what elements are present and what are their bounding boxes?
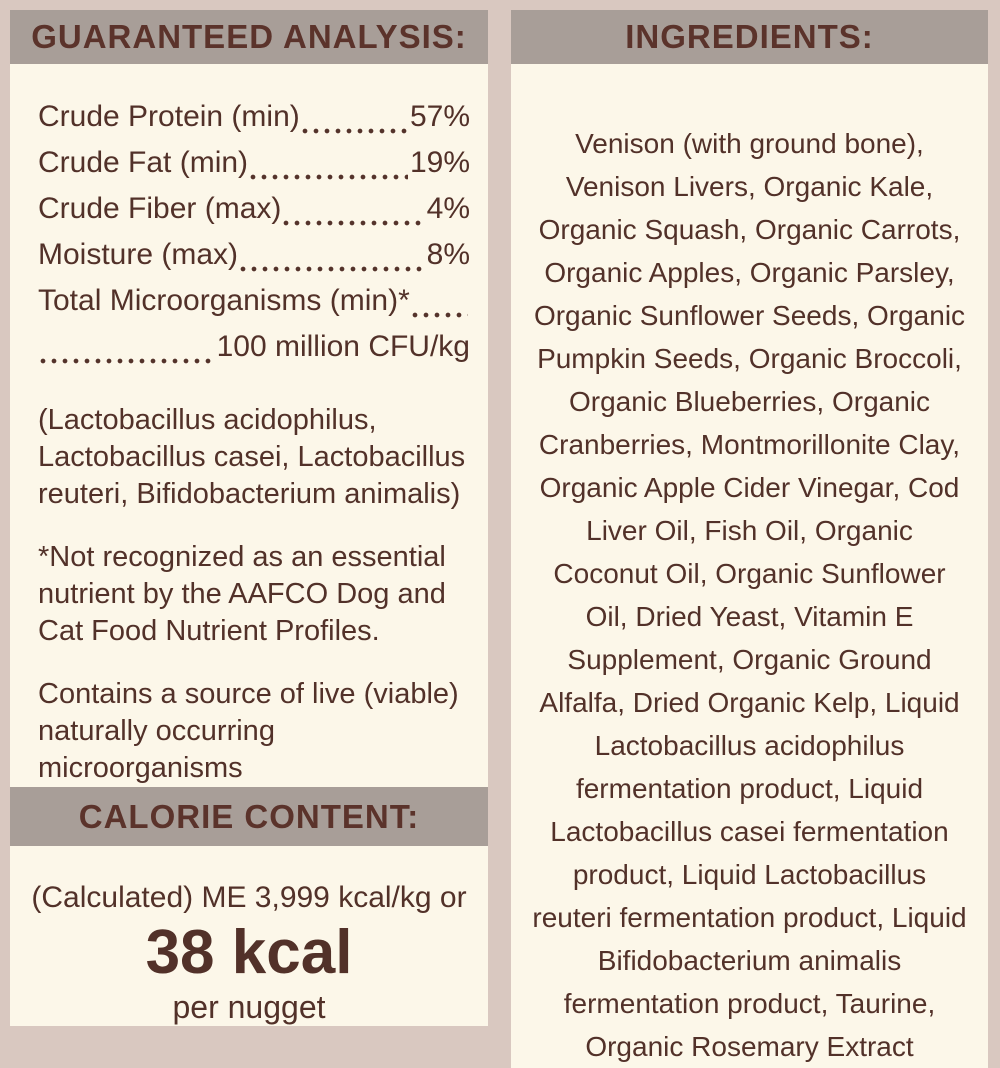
dot-leader [302,128,408,134]
analysis-row-moisture [38,238,470,284]
dot-leader [283,220,424,226]
dot-leader [40,358,215,364]
calorie-content-title: CALORIE CONTENT: [78,797,420,835]
analysis-row-crude-protein [38,100,470,146]
analysis-label: Moisture (max) [38,238,239,271]
ingredients-body [511,64,988,1068]
analysis-row-microorganisms-label [38,284,470,330]
guaranteed-analysis-panel [10,10,488,1025]
analysis-row-crude-fiber [38,192,470,238]
analysis-label: Total Microorganisms (min)* [38,284,410,317]
ingredients-header-bar [511,10,988,64]
dot-leader [250,174,408,180]
calorie-content-body [10,846,488,1026]
analysis-row-crude-fat [38,146,470,192]
analysis-label: Crude Fat (min) [38,146,249,179]
guaranteed-analysis-header-bar [10,10,488,64]
guaranteed-analysis-body [10,64,488,787]
aafco-disclaimer-note: *Not recognized as an essential nutrient by the AAFCO Dog and Cat Food Nutrient Profiles. [38,541,446,647]
analysis-row-microorganisms-value [38,330,470,376]
dot-leader [412,312,468,318]
analysis-label: Crude Fiber (max) [38,192,282,225]
ingredients-title: INGREDIENTS: [625,18,874,55]
dot-leader [240,266,425,272]
analysis-value: 8% [426,238,470,271]
live-microorganisms-note: Contains a source of live (viable) naturally occurring microorganisms [38,678,459,784]
analysis-value: 4% [426,192,470,225]
ingredients-panel [511,10,988,1062]
calorie-per-nugget-value: 38 kcal [145,918,353,987]
analysis-value: 100 million CFU/kg [216,330,470,363]
analysis-value: 19% [409,146,470,179]
calorie-content-header-bar [10,787,488,846]
ingredients-list-text: Venison (with ground bone), Venison Livers, Organic Kale, Organic Squash, Organic Carrots, Organic Apples, Organic Parsley, Organic Sunflower Seeds, Organic Pumpkin Seeds, Organic Broccoli, Organic Blueberries, Organic Cranberries, Montmorillonite Clay, Organic Apple Cider Vinegar, Cod Liver Oil, Fish Oil, Organic Coconut Oil, Organic Sunflower Oil, Dried Yeast, Vitamin E Supplement, Organic Ground Alfalfa, Dried Organic Kelp, Liquid Lactobacillus acidophilus fermentation product, Liquid Lactobacillus casei fermentation product, Liquid Lactobacillus reuteri fermentation product, Liquid Bifidobacterium animalis fermentation product, Taurine, Organic Rosemary Extract [532,128,967,1062]
analysis-value: 57% [409,100,470,133]
analysis-label: Crude Protein (min) [38,100,300,133]
calorie-unit-label: per nugget [172,989,326,1025]
guaranteed-analysis-title: GUARANTEED ANALYSIS: [31,18,467,55]
probiotic-species-note: (Lactobacillus acidophilus, Lactobacillus casei, Lactobacillus reuteri, Bifidobacterium animalis) [38,404,466,510]
calorie-calculated-line: (Calculated) ME 3,999 kcal/kg or [31,881,467,914]
